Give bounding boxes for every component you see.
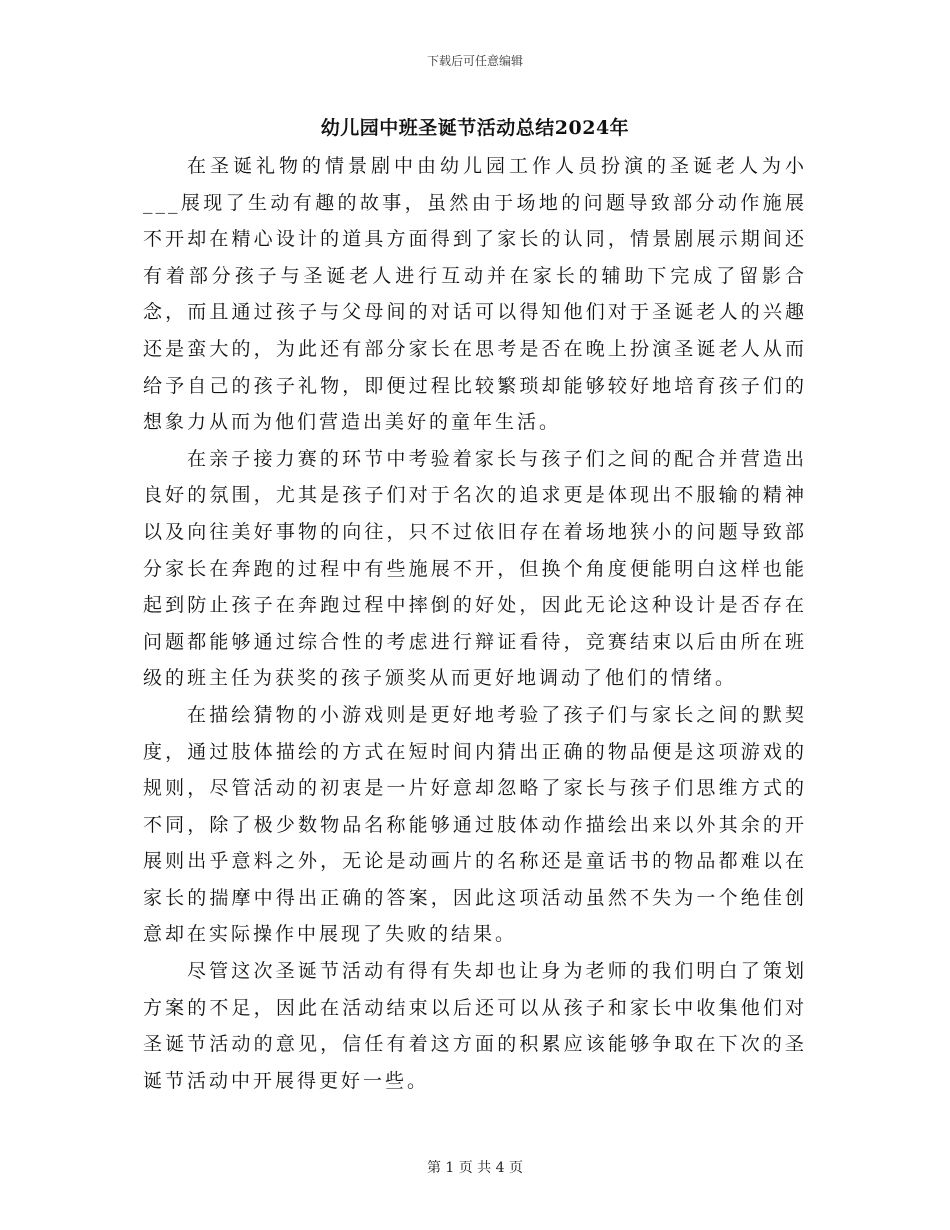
document-body bbox=[143, 148, 807, 1099]
paragraph: 在亲子接力赛的环节中考验着家长与孩子们之间的配合并营造出良好的氛围，尤其是孩子们对于名次的追求更是体现出不服输的精神以及向往美好事物的向往，只不过依旧存在着场地狭小的问题导致部分家长在奔跑的过程中有些施展不开，但换个角度便能明白这样也能起到防止孩子在奔跑过程中摔倒的好处，因此无论这种设计是否存在问题都能够通过综合性的考虑进行辩证看待，竞赛结束以后由所在班级的班主任为获奖的孩子颁奖从而更好地调动了他们的情绪。 bbox=[143, 447, 807, 690]
document-title: 幼儿园中班圣诞节活动总结2024年 bbox=[320, 117, 630, 139]
paragraph: 在描绘猜物的小游戏则是更好地考验了孩子们与家长之间的默契度，通过肢体描绘的方式在短时间内猜出正确的物品便是这项游戏的规则，尽管活动的初衷是一片好意却忽略了家长与孩子们思维方式的不同，除了极少数物品名称能够通过肢体动作描绘出来以外其余的开展则出乎意料之外，无论是动画片的名称还是童话书的物品都难以在家长的揣摩中得出正确的答案，因此这项活动虽然不失为一个绝佳创意却在实际操作中展现了失败的结果。 bbox=[143, 703, 807, 946]
page-footer: 第 1 页 共 4 页 bbox=[426, 1160, 524, 1176]
header-note: 下载后可任意编辑 bbox=[426, 54, 523, 68]
paragraph: 尽管这次圣诞节活动有得有失却也让身为老师的我们明白了策划方案的不足，因此在活动结束以后还可以从孩子和家长中收集他们对圣诞节活动的意见，信任有着这方面的积累应该能够争取在下次的圣诞节活动中开展得更好一些。 bbox=[143, 960, 807, 1092]
paragraph: 在圣诞礼物的情景剧中由幼儿园工作人员扮演的圣诞老人为小___展现了生动有趣的故事，虽然由于场地的问题导致部分动作施展不开却在精心设计的道具方面得到了家长的认同，情景剧展示期间还有着部分孩子与圣诞老人进行互动并在家长的辅助下完成了留影合念，而且通过孩子与父母间的对话可以得知他们对于圣诞老人的兴趣还是蛮大的，为此还有部分家长在思考是否在晚上扮演圣诞老人从而给予自己的孩子礼物，即便过程比较繁琐却能够较好地培育孩子们的想象力从而为他们营造出美好的童年生活。 bbox=[143, 155, 807, 434]
